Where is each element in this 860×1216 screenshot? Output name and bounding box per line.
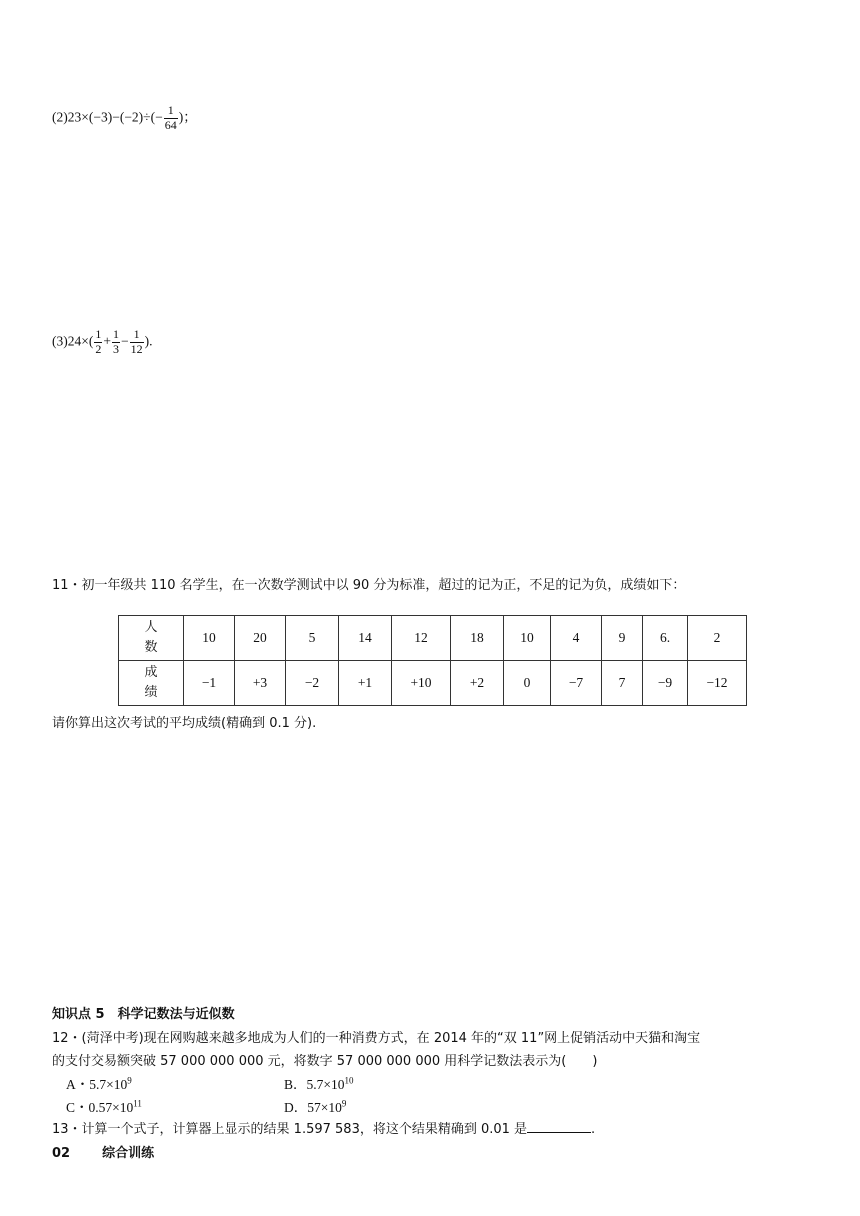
expr-prefix: (2)23×(−3)−(−2)÷(− (52, 109, 163, 125)
problem-13: 13・计算一个式子，计算器上显示的结果 1.597 583，将这个结果精确到 0.01 是 . (52, 1122, 596, 1137)
count-cell: 18 (451, 616, 504, 661)
scores-table (118, 615, 747, 706)
table-row-scores (119, 661, 747, 706)
count-cell: 20 (235, 616, 286, 661)
count-cell: 5 (286, 616, 339, 661)
problem-11-text: 11・初一年级共 110 名学生，在一次数学测试中以 90 分为标准，超过的记为正，不足的记为负，成绩如下： (52, 578, 686, 593)
minus-sign: − (120, 333, 129, 349)
option-c[interactable]: C・$0.57\times 10^{11}$ (66, 1098, 142, 1115)
section-title: 知识点 5 科学记数法与近似数 (52, 1007, 235, 1022)
expr-prefix: (3)24×( (52, 333, 94, 349)
option-b[interactable]: B．$5.7\times 10^{10}$ (284, 1075, 354, 1092)
fraction: $\frac{1}{64}$ (164, 103, 177, 132)
score-cell: +2 (451, 661, 504, 706)
score-cell: −2 (286, 661, 339, 706)
score-cell: 0 (504, 661, 551, 706)
section-title: 综合训练 (102, 1146, 155, 1161)
table-row-counts (119, 616, 747, 661)
problem-10-3 (52, 328, 152, 357)
count-cell: 14 (339, 616, 392, 661)
score-cell: −9 (643, 661, 688, 706)
count-cell: 12 (392, 616, 451, 661)
count-cell: 9 (602, 616, 643, 661)
score-cell: +3 (235, 661, 286, 706)
score-cell: −12 (688, 661, 747, 706)
expr-suffix: )； (178, 109, 197, 125)
fraction-half: $\frac{1}{2}$ (95, 327, 102, 356)
score-cell: 7 (602, 661, 643, 706)
score-cell: +1 (339, 661, 392, 706)
count-cell: 10 (184, 616, 235, 661)
count-cell: 6. (643, 616, 688, 661)
section-number: 02 (52, 1146, 71, 1161)
problem-11-question: 请你算出这次考试的平均成绩(精确到 0.1 分). (52, 716, 317, 731)
score-cell: −7 (551, 661, 602, 706)
count-cell: 4 (551, 616, 602, 661)
plus-sign: + (103, 333, 111, 349)
fraction-twelfth: $\frac{1}{12}$ (130, 327, 143, 356)
problem-12-line2: 的支付交易额突破 57 000 000 000 元，将数字 57 000 000 000 用科学记数法表示为( ) (52, 1054, 598, 1069)
header-cell-score: 成 绩 (119, 661, 184, 706)
option-d[interactable]: D．$57\times 10^9$ (284, 1098, 347, 1115)
fraction-third: $\frac{1}{3}$ (112, 327, 119, 356)
option-a[interactable]: A・$5.7\times 10^9$ (66, 1075, 132, 1092)
count-cell: 2 (688, 616, 747, 661)
count-cell: 10 (504, 616, 551, 661)
expr-suffix: ). (144, 333, 153, 349)
header-cell-count: 人 数 (119, 616, 184, 661)
section-02-heading (52, 1142, 154, 1161)
score-cell: −1 (184, 661, 235, 706)
problem-10-2 (52, 104, 197, 133)
problem-12-line1: 12・(菏泽中考)现在网购越来越多地成为人们的一种消费方式，在 2014 年的“双 11”网上促销活动中天猫和淘宝 (52, 1031, 701, 1046)
answer-blank[interactable] (527, 1120, 591, 1133)
score-cell: +10 (392, 661, 451, 706)
